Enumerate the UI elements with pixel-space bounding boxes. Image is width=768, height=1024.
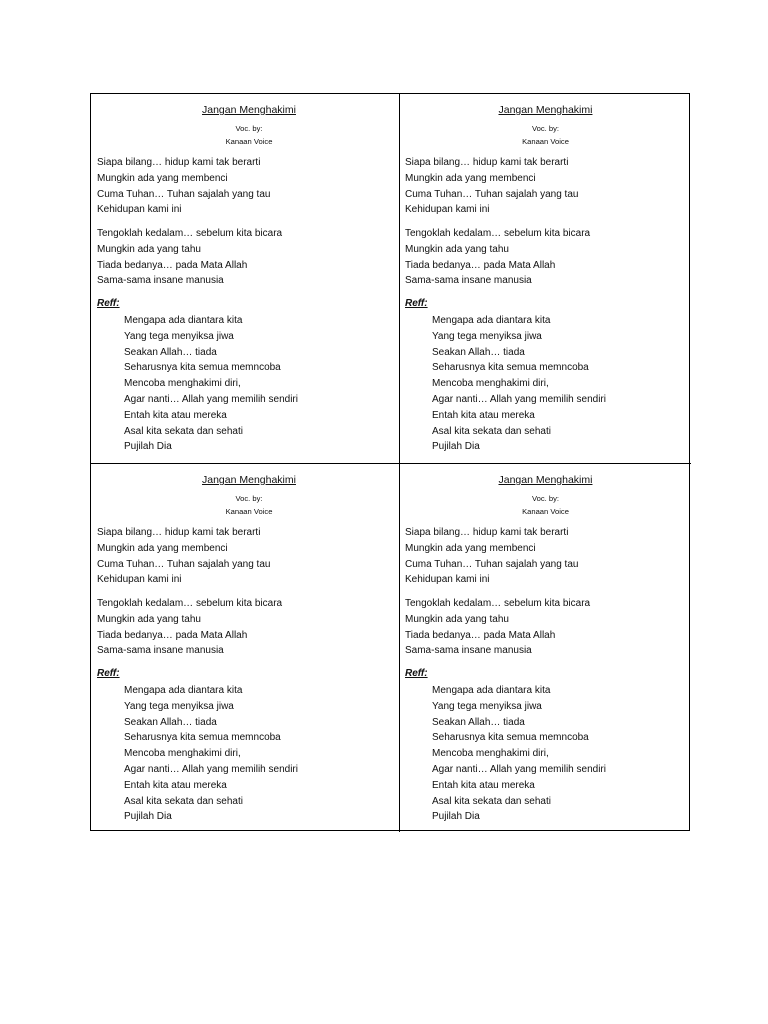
lyric-line: Mengapa ada diantara kita xyxy=(432,315,551,326)
song-title: Jangan Menghakimi xyxy=(498,474,593,486)
lyric-line: Pujilah Dia xyxy=(124,441,172,453)
lyric-line: Mungkin ada yang tahu xyxy=(405,613,509,625)
lyric-line: Tengoklah kedalam… sebelum kita bicara xyxy=(405,598,591,609)
voc-by-label: Voc. by: xyxy=(235,124,263,133)
lyric-line: Seharusnya kita semua memncoba xyxy=(124,732,281,744)
lyric-line: Tiada bedanya… pada Mata Allah xyxy=(405,259,556,271)
lyric-line: Mungkin ada yang membenci xyxy=(405,172,536,184)
artist-name: Kanaan Voice xyxy=(225,507,273,516)
reff-label: Reff: xyxy=(405,298,428,309)
lyric-line: Tengoklah kedalam… sebelum kita bicara xyxy=(97,228,283,239)
lyric-line: Agar nanti… Allah yang memilih sendiri xyxy=(124,393,298,405)
lyric-line: Siapa bilang… hidup kami tak berarti xyxy=(97,157,261,168)
lyric-line: Yang tega menyiksa jiwa xyxy=(432,330,542,342)
lyric-line: Cuma Tuhan… Tuhan sajalah yang tau xyxy=(405,188,579,200)
lyric-line: Kehidupan kami ini xyxy=(405,574,490,586)
lyric-line: Mengapa ada diantara kita xyxy=(432,685,551,696)
lyric-line: Kehidupan kami ini xyxy=(97,204,182,216)
chorus xyxy=(432,313,606,455)
lyric-line: Pujilah Dia xyxy=(432,441,480,453)
lyric-line: Mencoba menghakimi diri, xyxy=(124,378,241,390)
lyric-line: Sama-sama insane manusia xyxy=(97,275,224,287)
chorus xyxy=(124,683,298,825)
reff-label: Reff: xyxy=(405,668,428,679)
lyric-line: Asal kita sekata dan sehati xyxy=(124,795,243,807)
lyric-line: Yang tega menyiksa jiwa xyxy=(124,330,234,342)
verse-2 xyxy=(405,226,590,289)
lyric-line: Sama-sama insane manusia xyxy=(405,275,532,287)
lyric-line: Agar nanti… Allah yang memilih sendiri xyxy=(432,393,606,405)
lyric-line: Entah kita atau mereka xyxy=(432,409,535,421)
chorus xyxy=(432,683,606,825)
lyric-line: Mungkin ada yang membenci xyxy=(97,542,228,554)
lyric-line: Asal kita sekata dan sehati xyxy=(124,425,243,437)
lyric-card-bottom-right xyxy=(400,464,691,832)
lyric-line: Mengapa ada diantara kita xyxy=(124,315,243,326)
song-title: Jangan Menghakimi xyxy=(202,474,296,486)
voc-by-label: Voc. by: xyxy=(531,494,559,503)
chorus xyxy=(124,313,298,455)
lyric-line: Seakan Allah… tiada xyxy=(124,716,217,728)
verse-1 xyxy=(405,155,578,218)
lyric-line: Mencoba menghakimi diri, xyxy=(124,748,241,760)
lyric-line: Mencoba menghakimi diri, xyxy=(432,378,549,390)
lyric-line: Siapa bilang… hidup kami tak berarti xyxy=(405,527,569,538)
lyric-line: Yang tega menyiksa jiwa xyxy=(124,700,234,712)
song-title: Jangan Menghakimi xyxy=(498,104,593,116)
reff-label: Reff: xyxy=(97,298,120,309)
verse-1 xyxy=(405,525,578,588)
lyric-line: Cuma Tuhan… Tuhan sajalah yang tau xyxy=(405,558,579,570)
lyric-line: Pujilah Dia xyxy=(124,811,172,823)
lyric-line: Mungkin ada yang membenci xyxy=(405,542,536,554)
lyric-card-top-left xyxy=(91,94,400,464)
voc-by-label: Voc. by: xyxy=(531,124,559,133)
lyric-line: Siapa bilang… hidup kami tak berarti xyxy=(405,157,569,168)
verse-2 xyxy=(97,226,282,289)
verse-2 xyxy=(405,596,590,659)
lyric-line: Asal kita sekata dan sehati xyxy=(432,795,551,807)
lyric-line: Seharusnya kita semua memncoba xyxy=(432,732,589,744)
lyric-line: Mengapa ada diantara kita xyxy=(124,685,243,696)
lyric-card-top-right xyxy=(400,94,691,464)
artist-name: Kanaan Voice xyxy=(225,137,273,146)
verse-1 xyxy=(97,155,270,218)
lyric-sheet-grid xyxy=(90,93,690,831)
lyric-line: Sama-sama insane manusia xyxy=(97,645,224,657)
lyric-line: Seharusnya kita semua memncoba xyxy=(124,362,281,374)
lyric-line: Seakan Allah… tiada xyxy=(432,716,525,728)
lyric-line: Cuma Tuhan… Tuhan sajalah yang tau xyxy=(97,188,271,200)
lyric-line: Seharusnya kita semua memncoba xyxy=(432,362,589,374)
lyric-line: Mungkin ada yang membenci xyxy=(97,172,228,184)
lyric-line: Entah kita atau mereka xyxy=(432,779,535,791)
voc-by-label: Voc. by: xyxy=(235,494,263,503)
lyric-line: Kehidupan kami ini xyxy=(405,204,490,216)
lyric-line: Mungkin ada yang tahu xyxy=(405,243,509,255)
lyric-line: Tiada bedanya… pada Mata Allah xyxy=(97,259,248,271)
lyric-line: Tengoklah kedalam… sebelum kita bicara xyxy=(97,598,283,609)
lyric-line: Yang tega menyiksa jiwa xyxy=(432,700,542,712)
lyric-line: Cuma Tuhan… Tuhan sajalah yang tau xyxy=(97,558,271,570)
lyric-line: Sama-sama insane manusia xyxy=(405,645,532,657)
artist-name: Kanaan Voice xyxy=(522,137,569,146)
lyric-line: Seakan Allah… tiada xyxy=(124,346,217,358)
lyric-line: Agar nanti… Allah yang memilih sendiri xyxy=(124,763,298,775)
artist-name: Kanaan Voice xyxy=(522,507,569,516)
lyric-line: Mencoba menghakimi diri, xyxy=(432,748,549,760)
song-title: Jangan Menghakimi xyxy=(202,104,296,116)
lyric-line: Kehidupan kami ini xyxy=(97,574,182,586)
verse-2 xyxy=(97,596,282,659)
reff-label: Reff: xyxy=(97,668,120,679)
lyric-line: Agar nanti… Allah yang memilih sendiri xyxy=(432,763,606,775)
verse-1 xyxy=(97,525,270,588)
lyric-line: Tengoklah kedalam… sebelum kita bicara xyxy=(405,228,591,239)
lyric-line: Tiada bedanya… pada Mata Allah xyxy=(97,629,248,641)
lyric-line: Mungkin ada yang tahu xyxy=(97,613,201,625)
lyric-line: Mungkin ada yang tahu xyxy=(97,243,201,255)
lyric-line: Pujilah Dia xyxy=(432,811,480,823)
lyric-line: Asal kita sekata dan sehati xyxy=(432,425,551,437)
lyric-line: Tiada bedanya… pada Mata Allah xyxy=(405,629,556,641)
lyric-line: Siapa bilang… hidup kami tak berarti xyxy=(97,527,261,538)
lyric-line: Seakan Allah… tiada xyxy=(432,346,525,358)
lyric-line: Entah kita atau mereka xyxy=(124,409,227,421)
lyric-card-bottom-left xyxy=(91,464,400,832)
lyric-line: Entah kita atau mereka xyxy=(124,779,227,791)
